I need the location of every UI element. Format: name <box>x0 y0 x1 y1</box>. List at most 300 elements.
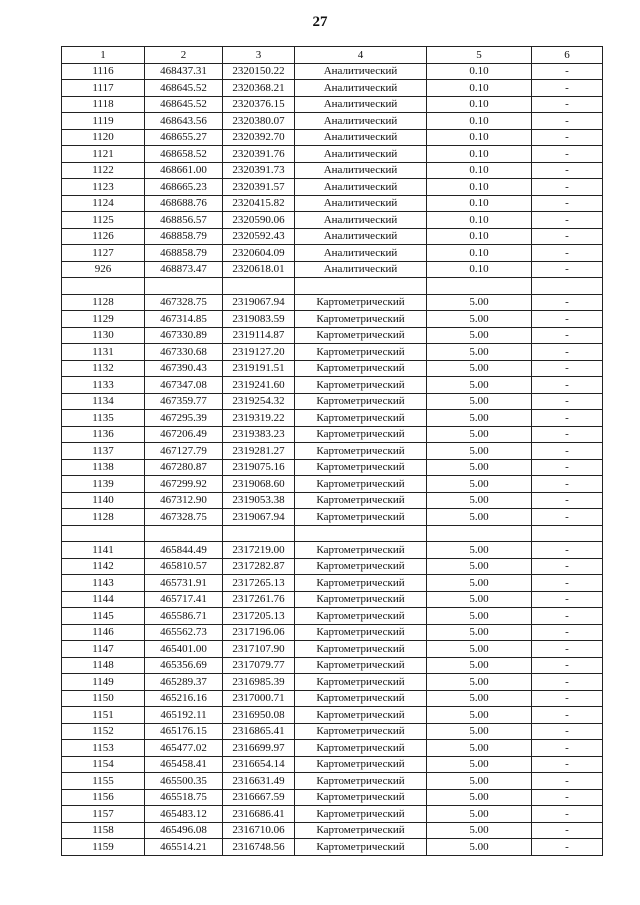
table-cell: 5.00 <box>427 459 532 476</box>
table-header-row <box>62 47 603 64</box>
table-cell: 1145 <box>62 608 145 625</box>
table-cell: 468645.52 <box>145 96 223 113</box>
table-cell: Картометрический <box>295 443 427 460</box>
table-cell: - <box>532 228 603 245</box>
table-cell: 1157 <box>62 806 145 823</box>
table-cell: 5.00 <box>427 393 532 410</box>
table-cell: 5.00 <box>427 575 532 592</box>
table-cell: 465458.41 <box>145 756 223 773</box>
table-cell: 468661.00 <box>145 162 223 179</box>
table-cell: 2317265.13 <box>223 575 295 592</box>
table-cell: 2320391.76 <box>223 146 295 163</box>
table-cell: 465514.21 <box>145 839 223 856</box>
table-row <box>62 327 603 344</box>
table-cell: - <box>532 393 603 410</box>
table-cell: Аналитический <box>295 261 427 278</box>
group-separator-row <box>62 525 603 542</box>
table-cell: Картометрический <box>295 624 427 641</box>
table-cell: Картометрический <box>295 393 427 410</box>
table-cell: 1144 <box>62 591 145 608</box>
table-cell: 5.00 <box>427 624 532 641</box>
table-cell: 1128 <box>62 509 145 526</box>
table-cell: 5.00 <box>427 426 532 443</box>
table-row <box>62 839 603 856</box>
table-cell: 2317107.90 <box>223 641 295 658</box>
table-cell: Картометрический <box>295 789 427 806</box>
table-cell: 0.10 <box>427 228 532 245</box>
table-row <box>62 377 603 394</box>
table-cell: 2316950.08 <box>223 707 295 724</box>
table-cell: 5.00 <box>427 344 532 361</box>
table-cell: 465216.16 <box>145 690 223 707</box>
table-cell: 5.00 <box>427 410 532 427</box>
table-cell: - <box>532 443 603 460</box>
table-cell: 5.00 <box>427 674 532 691</box>
table-cell: 2319068.60 <box>223 476 295 493</box>
table-cell: 1134 <box>62 393 145 410</box>
table-cell: - <box>532 410 603 427</box>
table-cell: 2320415.82 <box>223 195 295 212</box>
table-cell: Картометрический <box>295 822 427 839</box>
table-cell: - <box>532 377 603 394</box>
table-cell: - <box>532 80 603 97</box>
table-cell: 1158 <box>62 822 145 839</box>
table-cell: 5.00 <box>427 443 532 460</box>
table-cell: 468858.79 <box>145 228 223 245</box>
table-cell: 2319254.32 <box>223 393 295 410</box>
table-cell: 2320391.57 <box>223 179 295 196</box>
table-cell: 5.00 <box>427 756 532 773</box>
table-cell: 2320604.09 <box>223 245 295 262</box>
table-cell: - <box>532 162 603 179</box>
table-cell: 5.00 <box>427 377 532 394</box>
table-cell: 5.00 <box>427 608 532 625</box>
table-cell: 1118 <box>62 96 145 113</box>
table-cell: 5.00 <box>427 492 532 509</box>
table-row <box>62 311 603 328</box>
table-cell: 467280.87 <box>145 459 223 476</box>
table-cell: Картометрический <box>295 294 427 311</box>
table-cell: 1137 <box>62 443 145 460</box>
table-cell: Картометрический <box>295 591 427 608</box>
table-cell: 467390.43 <box>145 360 223 377</box>
table-cell: 5.00 <box>427 509 532 526</box>
table-cell: 1146 <box>62 624 145 641</box>
table-cell: Аналитический <box>295 146 427 163</box>
table-cell: 467206.49 <box>145 426 223 443</box>
table-cell: 1124 <box>62 195 145 212</box>
table-cell: - <box>532 822 603 839</box>
table-cell: 0.10 <box>427 261 532 278</box>
table-cell: 5.00 <box>427 657 532 674</box>
table-row <box>62 591 603 608</box>
table-cell: 467328.75 <box>145 509 223 526</box>
table-cell: 5.00 <box>427 707 532 724</box>
table-cell: 1133 <box>62 377 145 394</box>
table-cell: - <box>532 641 603 658</box>
table-cell: 465586.71 <box>145 608 223 625</box>
table-cell: 2319067.94 <box>223 294 295 311</box>
table-cell: 468873.47 <box>145 261 223 278</box>
table-cell: - <box>532 146 603 163</box>
table-cell: 1126 <box>62 228 145 245</box>
table-cell: 1150 <box>62 690 145 707</box>
table-cell: 1125 <box>62 212 145 229</box>
table-cell: 1117 <box>62 80 145 97</box>
table-cell: - <box>532 63 603 80</box>
table-cell: - <box>532 426 603 443</box>
table-cell: 468858.79 <box>145 245 223 262</box>
table-cell: 2317000.71 <box>223 690 295 707</box>
table-cell: 1127 <box>62 245 145 262</box>
table-cell: 465483.12 <box>145 806 223 823</box>
table-row <box>62 261 603 278</box>
table-row <box>62 63 603 80</box>
table-cell: - <box>532 723 603 740</box>
table-cell: 2316985.39 <box>223 674 295 691</box>
table-cell: 2319281.27 <box>223 443 295 460</box>
table-cell: - <box>532 575 603 592</box>
table-row <box>62 393 603 410</box>
table-cell: 2319241.60 <box>223 377 295 394</box>
table-cell: 465810.57 <box>145 558 223 575</box>
table-cell: 467330.89 <box>145 327 223 344</box>
table-cell: - <box>532 261 603 278</box>
table-cell: 2319383.23 <box>223 426 295 443</box>
table-cell: 1119 <box>62 113 145 130</box>
table-row <box>62 723 603 740</box>
table-row <box>62 162 603 179</box>
table-cell: Картометрический <box>295 360 427 377</box>
table-cell: - <box>532 294 603 311</box>
table-cell: 5.00 <box>427 327 532 344</box>
table-cell: 2316748.56 <box>223 839 295 856</box>
empty-cell <box>145 278 223 295</box>
table-row <box>62 674 603 691</box>
table-row <box>62 146 603 163</box>
table-cell: 1141 <box>62 542 145 559</box>
empty-cell <box>223 278 295 295</box>
table-row <box>62 641 603 658</box>
table-cell: 2320392.70 <box>223 129 295 146</box>
table-cell: 1120 <box>62 129 145 146</box>
table-cell: - <box>532 492 603 509</box>
table-cell: Аналитический <box>295 129 427 146</box>
table-row <box>62 179 603 196</box>
table-cell: 5.00 <box>427 641 532 658</box>
table-cell: 5.00 <box>427 591 532 608</box>
table-cell: - <box>532 773 603 790</box>
table-cell: Картометрический <box>295 509 427 526</box>
table-cell: - <box>532 558 603 575</box>
table-cell: - <box>532 740 603 757</box>
table-cell: 5.00 <box>427 789 532 806</box>
table-cell: 2320618.01 <box>223 261 295 278</box>
table-row <box>62 294 603 311</box>
table-cell: 468856.57 <box>145 212 223 229</box>
table-cell: 2317196.06 <box>223 624 295 641</box>
table-row <box>62 806 603 823</box>
table-cell: Аналитический <box>295 228 427 245</box>
table-cell: 1130 <box>62 327 145 344</box>
table-cell: 467328.75 <box>145 294 223 311</box>
empty-cell <box>532 278 603 295</box>
table-cell: Картометрический <box>295 756 427 773</box>
table-cell: 0.10 <box>427 162 532 179</box>
table-cell: - <box>532 542 603 559</box>
group-separator-row <box>62 278 603 295</box>
table-row <box>62 459 603 476</box>
table-cell: 1159 <box>62 839 145 856</box>
table-cell: Картометрический <box>295 674 427 691</box>
table-cell: 2316699.97 <box>223 740 295 757</box>
table-cell: 468645.52 <box>145 80 223 97</box>
empty-cell <box>295 525 427 542</box>
table-cell: 2319075.16 <box>223 459 295 476</box>
table-cell: 2319127.20 <box>223 344 295 361</box>
table-cell: 468688.76 <box>145 195 223 212</box>
table-cell: 5.00 <box>427 476 532 493</box>
table-row <box>62 212 603 229</box>
table-cell: 2319319.22 <box>223 410 295 427</box>
table-cell: 465176.15 <box>145 723 223 740</box>
table-cell: - <box>532 245 603 262</box>
table-cell: 0.10 <box>427 63 532 80</box>
table-row <box>62 476 603 493</box>
table-cell: 467295.39 <box>145 410 223 427</box>
table-cell: 2320368.21 <box>223 80 295 97</box>
table-cell: 2317261.76 <box>223 591 295 608</box>
empty-cell <box>62 278 145 295</box>
table-cell: 465477.02 <box>145 740 223 757</box>
table-cell: Картометрический <box>295 492 427 509</box>
table-row <box>62 245 603 262</box>
table-cell: 468643.56 <box>145 113 223 130</box>
coordinates-table <box>61 46 603 856</box>
table-cell: 2319067.94 <box>223 509 295 526</box>
table-cell: 0.10 <box>427 195 532 212</box>
table-cell: 465496.08 <box>145 822 223 839</box>
table-cell: 2319083.59 <box>223 311 295 328</box>
table-cell: 468655.27 <box>145 129 223 146</box>
table-row <box>62 542 603 559</box>
table-cell: 1153 <box>62 740 145 757</box>
table-cell: - <box>532 674 603 691</box>
table-cell: - <box>532 476 603 493</box>
table-cell: 2316710.06 <box>223 822 295 839</box>
table-cell: - <box>532 608 603 625</box>
table-cell: 5.00 <box>427 360 532 377</box>
table-cell: Картометрический <box>295 575 427 592</box>
table-cell: Картометрический <box>295 657 427 674</box>
table-cell: Картометрический <box>295 327 427 344</box>
table-cell: Картометрический <box>295 476 427 493</box>
table-row <box>62 707 603 724</box>
table-cell: 1154 <box>62 756 145 773</box>
table-cell: 1129 <box>62 311 145 328</box>
empty-cell <box>532 525 603 542</box>
table-cell: 467314.85 <box>145 311 223 328</box>
table-cell: 1152 <box>62 723 145 740</box>
table-cell: - <box>532 311 603 328</box>
table-cell: 465500.35 <box>145 773 223 790</box>
table-cell: Аналитический <box>295 212 427 229</box>
table-cell: 0.10 <box>427 80 532 97</box>
empty-cell <box>62 525 145 542</box>
table-cell: 468658.52 <box>145 146 223 163</box>
table-cell: - <box>532 327 603 344</box>
table-cell: Картометрический <box>295 773 427 790</box>
table-cell: - <box>532 129 603 146</box>
table-row <box>62 509 603 526</box>
table-cell: 2316654.14 <box>223 756 295 773</box>
table-row <box>62 690 603 707</box>
table-cell: Картометрический <box>295 426 427 443</box>
table-cell: Аналитический <box>295 179 427 196</box>
table-cell: - <box>532 179 603 196</box>
empty-cell <box>295 278 427 295</box>
table-cell: Картометрический <box>295 344 427 361</box>
table-cell: 1156 <box>62 789 145 806</box>
table-cell: Картометрический <box>295 311 427 328</box>
table-cell: 5.00 <box>427 690 532 707</box>
table-cell: 5.00 <box>427 839 532 856</box>
table-cell: 467312.90 <box>145 492 223 509</box>
table-cell: - <box>532 690 603 707</box>
table-cell: Картометрический <box>295 608 427 625</box>
table-row <box>62 822 603 839</box>
table-row <box>62 195 603 212</box>
table-row <box>62 443 603 460</box>
table-cell: 2319053.38 <box>223 492 295 509</box>
table-cell: 1151 <box>62 707 145 724</box>
table-cell: 2320590.06 <box>223 212 295 229</box>
table-cell: 467347.08 <box>145 377 223 394</box>
empty-cell <box>427 525 532 542</box>
table-cell: 2317282.87 <box>223 558 295 575</box>
table-cell: - <box>532 459 603 476</box>
table-cell: - <box>532 789 603 806</box>
table-cell: 5.00 <box>427 723 532 740</box>
table-cell: 1148 <box>62 657 145 674</box>
table-cell: 2316686.41 <box>223 806 295 823</box>
table-cell: 5.00 <box>427 294 532 311</box>
table-row <box>62 228 603 245</box>
table-cell: 1122 <box>62 162 145 179</box>
table-cell: 5.00 <box>427 558 532 575</box>
table-cell: Картометрический <box>295 723 427 740</box>
table-cell: Картометрический <box>295 740 427 757</box>
table-cell: 2316865.41 <box>223 723 295 740</box>
table-cell: 1116 <box>62 63 145 80</box>
table-cell: - <box>532 113 603 130</box>
table-cell: 1147 <box>62 641 145 658</box>
table-cell: - <box>532 96 603 113</box>
table-cell: 468437.31 <box>145 63 223 80</box>
table-row <box>62 80 603 97</box>
table-cell: 2320592.43 <box>223 228 295 245</box>
table-cell: Аналитический <box>295 80 427 97</box>
table-cell: 1138 <box>62 459 145 476</box>
table-cell: 1123 <box>62 179 145 196</box>
table-cell: 1142 <box>62 558 145 575</box>
table-cell: 467359.77 <box>145 393 223 410</box>
table-cell: 1143 <box>62 575 145 592</box>
table-cell: 926 <box>62 261 145 278</box>
table-cell: 465356.69 <box>145 657 223 674</box>
empty-cell <box>223 525 295 542</box>
table-row <box>62 113 603 130</box>
table-row <box>62 344 603 361</box>
table-cell: - <box>532 806 603 823</box>
table-cell: - <box>532 839 603 856</box>
header-cell: 1 <box>62 47 145 64</box>
table-cell: 2320380.07 <box>223 113 295 130</box>
table-cell: - <box>532 344 603 361</box>
table-cell: Картометрический <box>295 377 427 394</box>
table-cell: Картометрический <box>295 558 427 575</box>
table-cell: - <box>532 657 603 674</box>
table-cell: 0.10 <box>427 146 532 163</box>
empty-cell <box>427 278 532 295</box>
table-cell: 1135 <box>62 410 145 427</box>
header-cell: 2 <box>145 47 223 64</box>
table-cell: 1121 <box>62 146 145 163</box>
table-cell: 1149 <box>62 674 145 691</box>
table-cell: 5.00 <box>427 740 532 757</box>
table-cell: 2319114.87 <box>223 327 295 344</box>
table-cell: Аналитический <box>295 113 427 130</box>
table-cell: 2316667.59 <box>223 789 295 806</box>
table-cell: 2316631.49 <box>223 773 295 790</box>
table-cell: 5.00 <box>427 806 532 823</box>
table-cell: Картометрический <box>295 839 427 856</box>
table-cell: 0.10 <box>427 245 532 262</box>
header-cell: 4 <box>295 47 427 64</box>
table-row <box>62 740 603 757</box>
table-cell: 465289.37 <box>145 674 223 691</box>
table-cell: Аналитический <box>295 245 427 262</box>
table-row <box>62 756 603 773</box>
table-cell: 1128 <box>62 294 145 311</box>
table-cell: - <box>532 360 603 377</box>
table-cell: 0.10 <box>427 129 532 146</box>
table-cell: Аналитический <box>295 195 427 212</box>
table-cell: 1140 <box>62 492 145 509</box>
table-cell: 465731.91 <box>145 575 223 592</box>
table-cell: 467127.79 <box>145 443 223 460</box>
table-cell: 5.00 <box>427 542 532 559</box>
table-cell: Аналитический <box>295 96 427 113</box>
table-row <box>62 575 603 592</box>
table-cell: 2320376.15 <box>223 96 295 113</box>
table-cell: Картометрический <box>295 459 427 476</box>
table-cell: Картометрический <box>295 707 427 724</box>
table-cell: 0.10 <box>427 96 532 113</box>
table-row <box>62 608 603 625</box>
header-cell: 3 <box>223 47 295 64</box>
table-cell: 0.10 <box>427 179 532 196</box>
table-row <box>62 96 603 113</box>
table-cell: 2317079.77 <box>223 657 295 674</box>
table-cell: Картометрический <box>295 690 427 707</box>
table-row <box>62 789 603 806</box>
table-cell: 1131 <box>62 344 145 361</box>
page-number: 27 <box>312 14 328 30</box>
table-cell: 465562.73 <box>145 624 223 641</box>
table-row <box>62 492 603 509</box>
table-cell: Картометрический <box>295 542 427 559</box>
